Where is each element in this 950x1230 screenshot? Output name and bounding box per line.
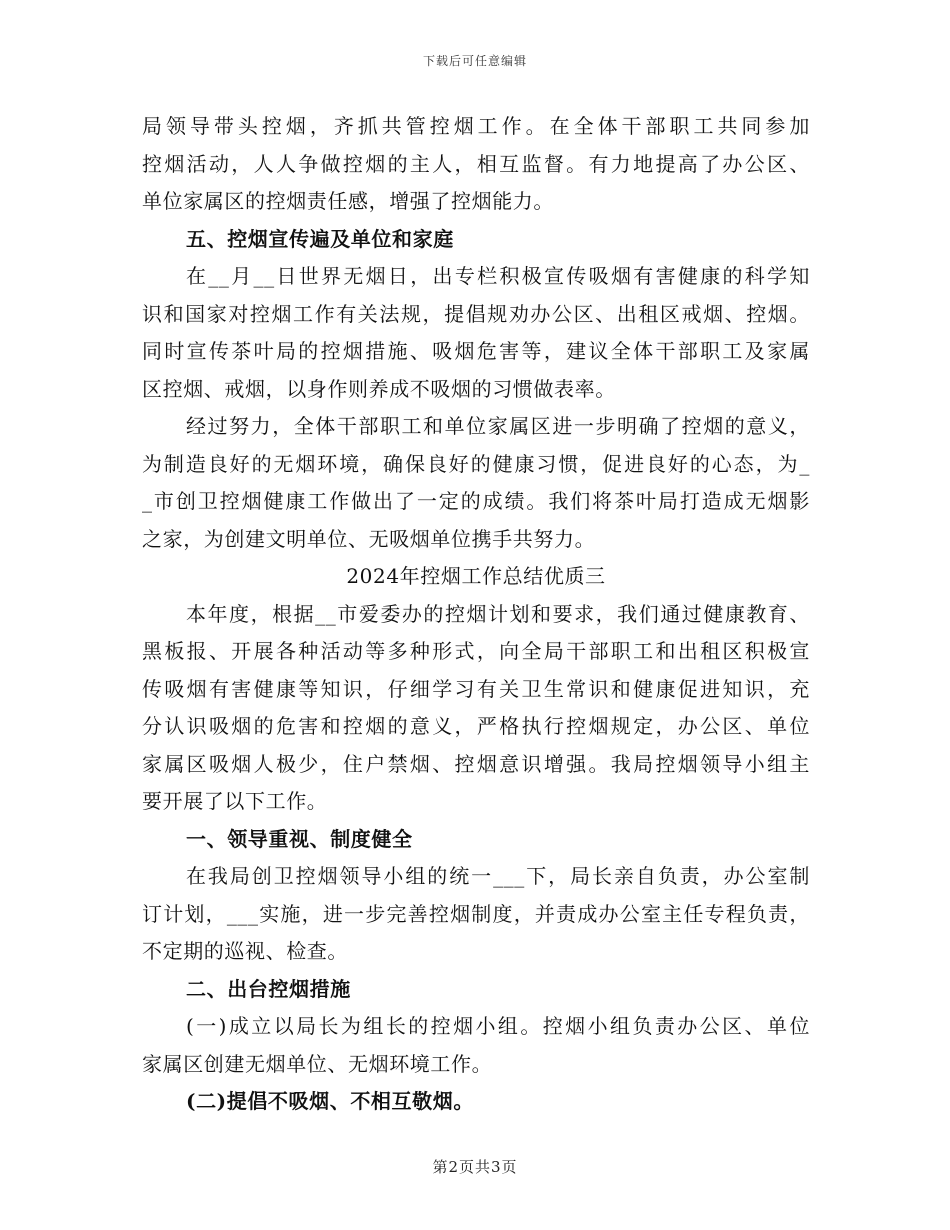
- page-number-footer: 第2页共3页: [432, 1158, 518, 1176]
- paragraph-line: (一)成立以局长为组长的控烟小组。控烟小组负责办公区、单位: [186, 1014, 810, 1038]
- page-header-note: 下载后可任意编辑: [422, 54, 527, 68]
- paragraph-line: 本年度，根据__市爱委办的控烟计划和要求，我们通过健康教育、: [186, 601, 810, 626]
- paragraph-line: 为制造良好的无烟环境，确保良好的健康习惯，促进良好的心态，为_: [142, 451, 810, 476]
- paragraph-line: 同时宣传茶叶局的控烟措施、吸烟危害等，建议全体干部职工及家属: [142, 339, 810, 363]
- section-heading: 二、出台控烟措施: [186, 976, 351, 1001]
- paragraph-line: 经过努力，全体干部职工和单位家属区进一步明确了控烟的意义，: [186, 414, 810, 438]
- paragraph-line: 之家，为创建文明单位、无吸烟单位携手共努力。: [142, 526, 596, 551]
- section-heading: 一、领导重视、制度健全: [186, 826, 413, 851]
- document-body: [142, 108, 810, 1121]
- paragraph-line: 不定期的巡视、检查。: [142, 939, 348, 963]
- paragraph-line: 在我局创卫控烟领导小组的统一___下，局长亲自负责，办公室制: [186, 864, 810, 888]
- paragraph-line: 局领导带头控烟，齐抓共管控烟工作。在全体干部职工共同参加: [142, 114, 810, 138]
- paragraph-line: 家属区创建无烟单位、无烟环境工作。: [142, 1051, 493, 1076]
- paragraph-line: 单位家属区的控烟责任感，增强了控烟能力。: [142, 189, 554, 213]
- paragraph-line: 要开展了以下工作。: [142, 789, 328, 813]
- paragraph-line: 订计划，___实施，进一步完善控烟制度，并责成办公室主任专程负责，: [142, 901, 810, 926]
- section-heading: 五、控烟宣传遍及单位和家庭: [186, 226, 454, 251]
- paragraph-line: 黑板报、开展各种活动等多种形式，向全局干部职工和出租区积极宣: [142, 639, 810, 663]
- paragraph-line: 分认识吸烟的危害和控烟的意义，严格执行控烟规定，办公区、单位: [142, 714, 810, 738]
- paragraph-line: 识和国家对控烟工作有关法规，提倡规劝办公区、出租区戒烟、控烟。: [142, 301, 810, 326]
- paragraph-line: _市创卫控烟健康工作做出了一定的成绩。我们将茶叶局打造成无烟影: [142, 489, 810, 513]
- paragraph-line: 传吸烟有害健康等知识，仔细学习有关卫生常识和健康促进知识，充: [142, 676, 810, 701]
- document-title: 2024年控烟工作总结优质三: [346, 564, 606, 588]
- paragraph-line: 在__月__日世界无烟日，出专栏积极宣传吸烟有害健康的科学知: [186, 264, 810, 288]
- paragraph-line: 家属区吸烟人极少，住户禁烟、控烟意识增强。我局控烟领导小组主: [142, 751, 810, 776]
- section-heading: (二)提倡不吸烟、不相互敬烟。: [186, 1089, 474, 1113]
- paragraph-line: 控烟活动，人人争做控烟的主人，相互监督。有力地提高了办公区、: [142, 151, 810, 176]
- paragraph-line: 区控烟、戒烟，以身作则养成不吸烟的习惯做表率。: [142, 376, 616, 401]
